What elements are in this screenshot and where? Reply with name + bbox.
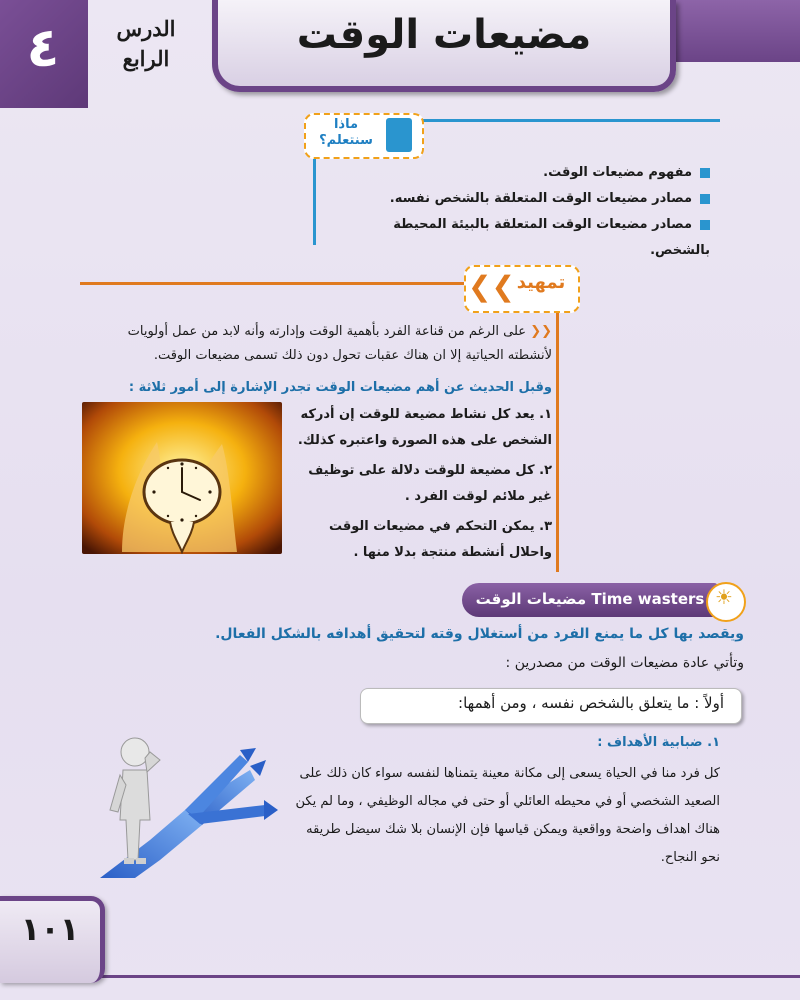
intro-divider-vertical: [556, 282, 559, 572]
lesson-label-line1: الدرس: [116, 16, 176, 41]
learn-badge-line1: ماذا: [333, 117, 359, 132]
list-item: [330, 186, 710, 212]
melting-clock-image: [82, 402, 282, 554]
goal-ambiguity-paragraph: كل فرد منا في الحياة يسعى إلى مكانة معينة يتمناها لنفسه سواء كان ذلك على الصعيد الشخصي أو في محيطه العائلي أو حتى في مجاله الوظيفي ، وما لم يكن هناك اهداف واضحة وواقعية ويمكن قياسها فإن الإنسان بلا شك سيضل طريقه نحو النجاح.: [295, 766, 720, 865]
learn-list: [330, 160, 710, 264]
double-chevron-icon: ❮❮: [468, 270, 515, 303]
page-number: ١٠١: [20, 910, 80, 948]
page-title: مضيعات الوقت: [296, 12, 592, 58]
list-item-text: مفهوم مضيعات الوقت.: [543, 165, 692, 180]
learn-badge-line2: سنتعلم؟: [319, 133, 373, 148]
bookmark-icon: [386, 118, 412, 152]
first-source-text: أولاً : ما يتعلق بالشخص نفسه ، ومن أهمها:: [458, 694, 724, 712]
definition-text: ويقصد بها كل ما يمنع الفرد من أستغلال وقته لتحقيق أهدافه بالشكل الفعال.: [215, 626, 744, 642]
sources-text: وتأتي عادة مضيعات الوقت من مصدرين :: [505, 655, 744, 671]
list-item-text: مصادر مضيعات الوقت المتعلقة بالشخص نفسه.: [389, 191, 692, 206]
footer-line: [100, 975, 800, 978]
intro-lead: وقبل الحديث عن أهم مضيعات الوقت تجدر الإشارة إلى أمور ثلاثة :: [128, 380, 552, 395]
list-item: [330, 160, 710, 186]
list-item: ٣. يمكن التحكم في مضيعات الوقت واحلال أنشطة منتجة بدلا منها .: [328, 519, 552, 560]
square-bullet-icon: [700, 220, 710, 230]
square-bullet-icon: [700, 168, 710, 178]
lesson-number: ٤: [26, 16, 60, 79]
section-title: مضيعات الوقت Time wasters: [475, 590, 705, 608]
title-accent: [664, 0, 800, 62]
chevron-icon: ❮❮: [530, 324, 552, 339]
subheading-goal-ambiguity: ١. ضبابية الأهداف :: [597, 735, 720, 750]
lightbulb-icon: ☀: [715, 585, 733, 609]
list-item: ٢. كل مضيعة للوقت دلالة على توظيف غير ملائم لوقت الفرد .: [308, 463, 552, 504]
confused-figure-image: [90, 730, 280, 880]
lesson-label: [90, 14, 202, 74]
learn-badge-text: [308, 117, 384, 149]
square-bullet-icon: [700, 194, 710, 204]
list-item-text: مصادر مضيعات الوقت المتعلقة بالبيئة المحيطة بالشخص.: [393, 217, 710, 258]
intro-paragraph: [82, 320, 552, 368]
lesson-label-line2: الرابع: [122, 46, 170, 71]
intro-paragraph-text: على الرغم من قناعة الفرد بأهمية الوقت وإدارته وأنه لابد من عمل أولويات لأنشطته الحياتية إلا ان هناك عقبات تحول دون ذلك تسمى مضيعات الوقت.: [127, 324, 552, 363]
list-item: ١. يعد كل نشاط مضيعة للوقت إن أدركه الشخص على هذه الصورة واعتبره كذلك.: [297, 407, 552, 448]
intro-points: [290, 402, 552, 566]
list-item: [330, 212, 710, 264]
intro-title: تمهيد: [516, 272, 566, 293]
